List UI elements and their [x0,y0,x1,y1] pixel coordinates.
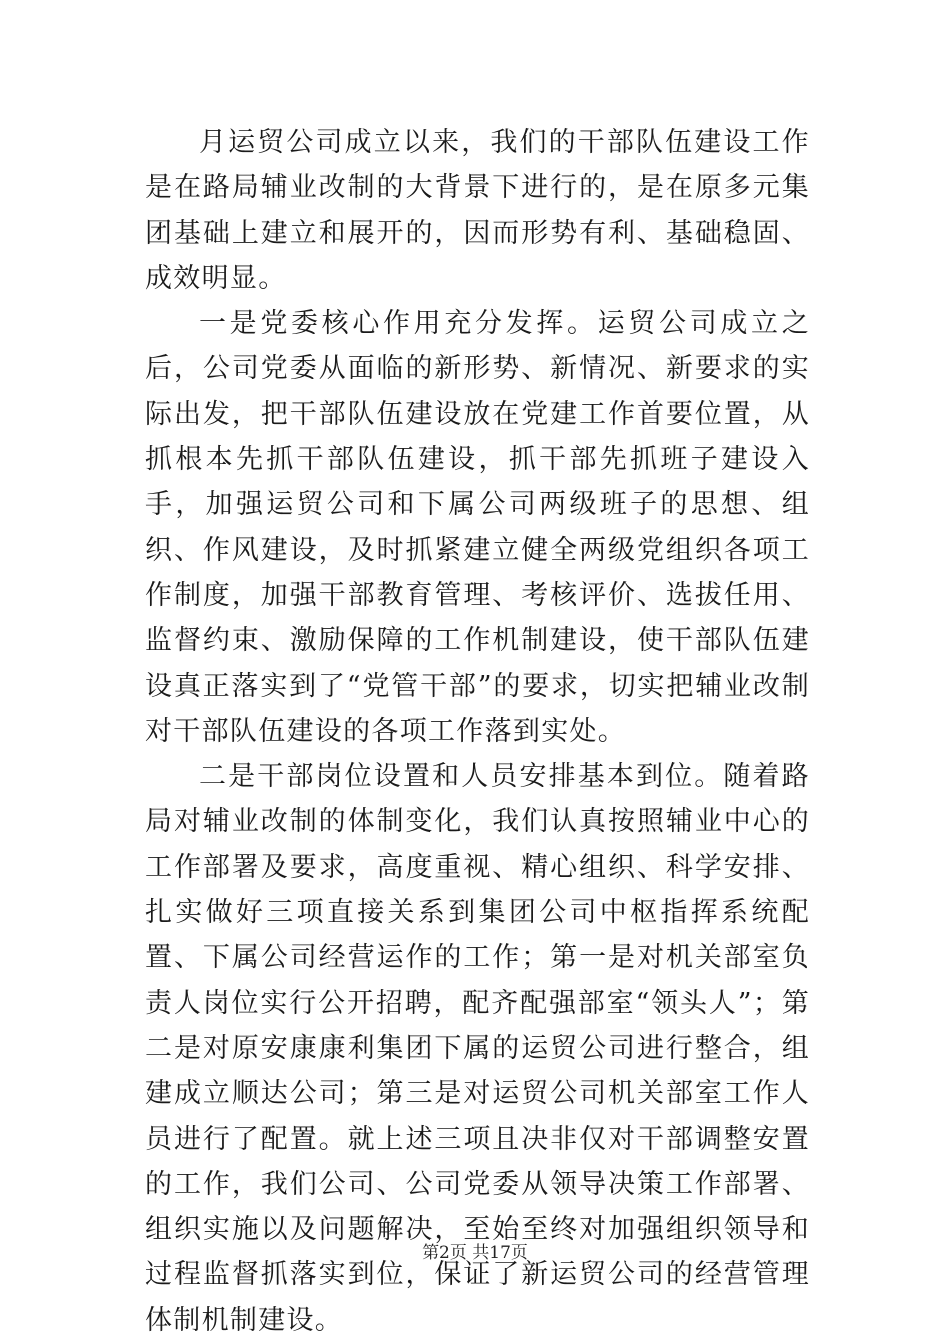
paragraph-intro: 月运贸公司成立以来，我们的干部队伍建设工作是在路局辅业改制的大背景下进行的，是在原多元集团基础上建立和展开的，因而形势有利、基础稳固、成效明显。 [145,127,810,294]
document-body [145,120,810,1343]
paragraph-staff-placement: 二是干部岗位设置和人员安排基本到位。随着路局对辅业改制的体制变化，我们认真按照辅业中心的工作部署及要求，高度重视、精心组织、科学安排、扎实做好三项直接关系到集团公司中枢指挥系统配置、下属公司经营运作的工作；第一是对机关部室负责人岗位实行公开招聘，配齐配强部室“领头人”；第二是对原安康康利集团下属的运贸公司进行整合，组建成立顺达公司；第三是对运贸公司机关部室工作人员进行了配置。就上述三项且决非仅对干部调整安置的工作，我们公司、公司党委从领导决策工作部署、组织实施以及问题解决，至始至终对加强组织领导和过程监督抓落实到位，保证了新运贸公司的经营管理体制机制建设。 [145,761,810,1336]
paragraph-party-committee: 一是党委核心作用充分发挥。运贸公司成立之后，公司党委从面临的新形势、新情况、新要求的实际出发，把干部队伍建设放在党建工作首要位置，从抓根本先抓干部队伍建设，抓干部先抓班子建设入手，加强运贸公司和下属公司两级班子的思想、组织、作风建设，及时抓紧建立健全两级党组织各项工作制度，加强干部教育管理、考核评价、选拔任用、监督约束、激励保障的工作机制建设，使干部队伍建设真正落实到了“党管干部”的要求，切实把辅业改制对干部队伍建设的各项工作落到实处。 [145,308,810,747]
page-number-footer: 第2页 共17页 [422,1243,528,1263]
